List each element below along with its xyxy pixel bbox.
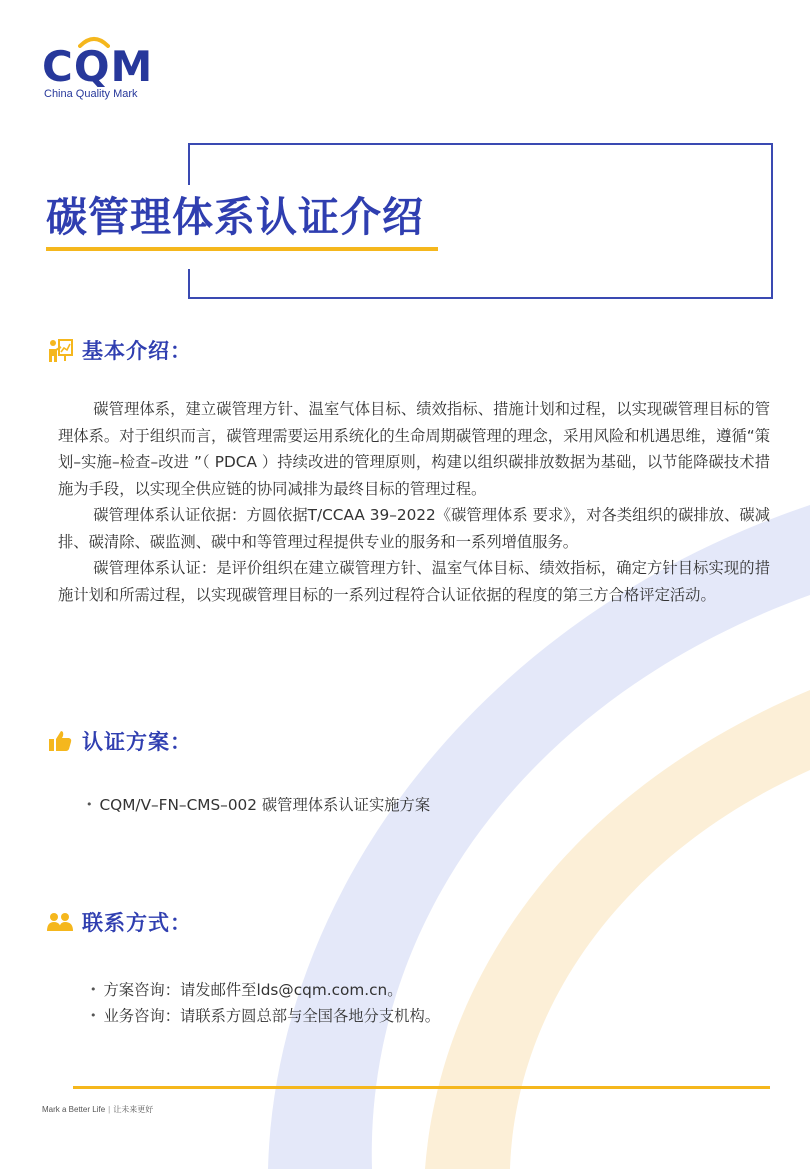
list-item: • CQM/V–FN–CMS–002 碳管理体系认证实施方案 — [86, 792, 430, 818]
logo-wordmark: CQM — [42, 42, 154, 91]
page-title: 碳管理体系认证介绍 — [46, 193, 424, 241]
section-title-intro: 基本介绍： — [82, 339, 192, 363]
footer-slogan: Mark a Better Life | 让未来更好 — [42, 1105, 154, 1114]
footer-divider — [73, 1086, 770, 1089]
section-heading-contact — [46, 907, 192, 937]
list-item: • 方案咨询：请发邮件至lds@cqm.com.cn。 — [90, 977, 440, 1003]
intro-paragraph: 碳管理体系认证依据：方圆依据T/CCAA 39–2022《碳管理体系 要求》，对各类组织的碳排放、碳减排、碳清除、碳监测、碳中和等管理过程提供专业的服务和一系列增值服务。 — [58, 506, 770, 551]
thumbs-up-icon — [46, 727, 74, 755]
intro-paragraph: 碳管理体系，建立碳管理方针、温室气体目标、绩效指标、措施计划和过程，以实现碳管理目标的管理体系。对于组织而言，碳管理需要运用系统化的生命周期碳管理的理念，采用风险和机遇思维，遵循“策划–实施–检查–改进 ”（ PDCA ）持续改进的管理原则，构建以组织碳排放数据为基础，以节能降碳技术措施为手段，以实现全供应链的协同减排为最终目标的管理过程。 — [58, 400, 770, 498]
contact-list — [90, 977, 440, 1029]
intro-body — [58, 396, 770, 608]
section-title-scheme: 认证方案： — [82, 730, 192, 754]
section-heading-intro — [46, 335, 192, 365]
logo-subtitle: China Quality Mark — [44, 88, 138, 100]
title-underline — [46, 247, 438, 251]
footer-slogan-cn: 让未来更好 — [113, 1105, 154, 1114]
presentation-icon — [46, 336, 74, 364]
footer-slogan-en: Mark a Better Life — [42, 1105, 106, 1114]
section-title-contact: 联系方式： — [82, 911, 192, 935]
cqm-logo — [42, 34, 162, 104]
list-item: • 业务咨询：请联系方圆总部与全国各地分支机构。 — [90, 1003, 440, 1029]
section-heading-scheme — [46, 726, 192, 756]
people-icon — [46, 908, 74, 936]
scheme-list — [86, 792, 430, 818]
intro-paragraph: 碳管理体系认证：是评价组织在建立碳管理方针、温室气体目标、绩效指标，确定方针目标实现的措施计划和所需过程，以实现碳管理目标的一系列过程符合认证依据的程度的第三方合格评定活动。 — [58, 559, 770, 604]
